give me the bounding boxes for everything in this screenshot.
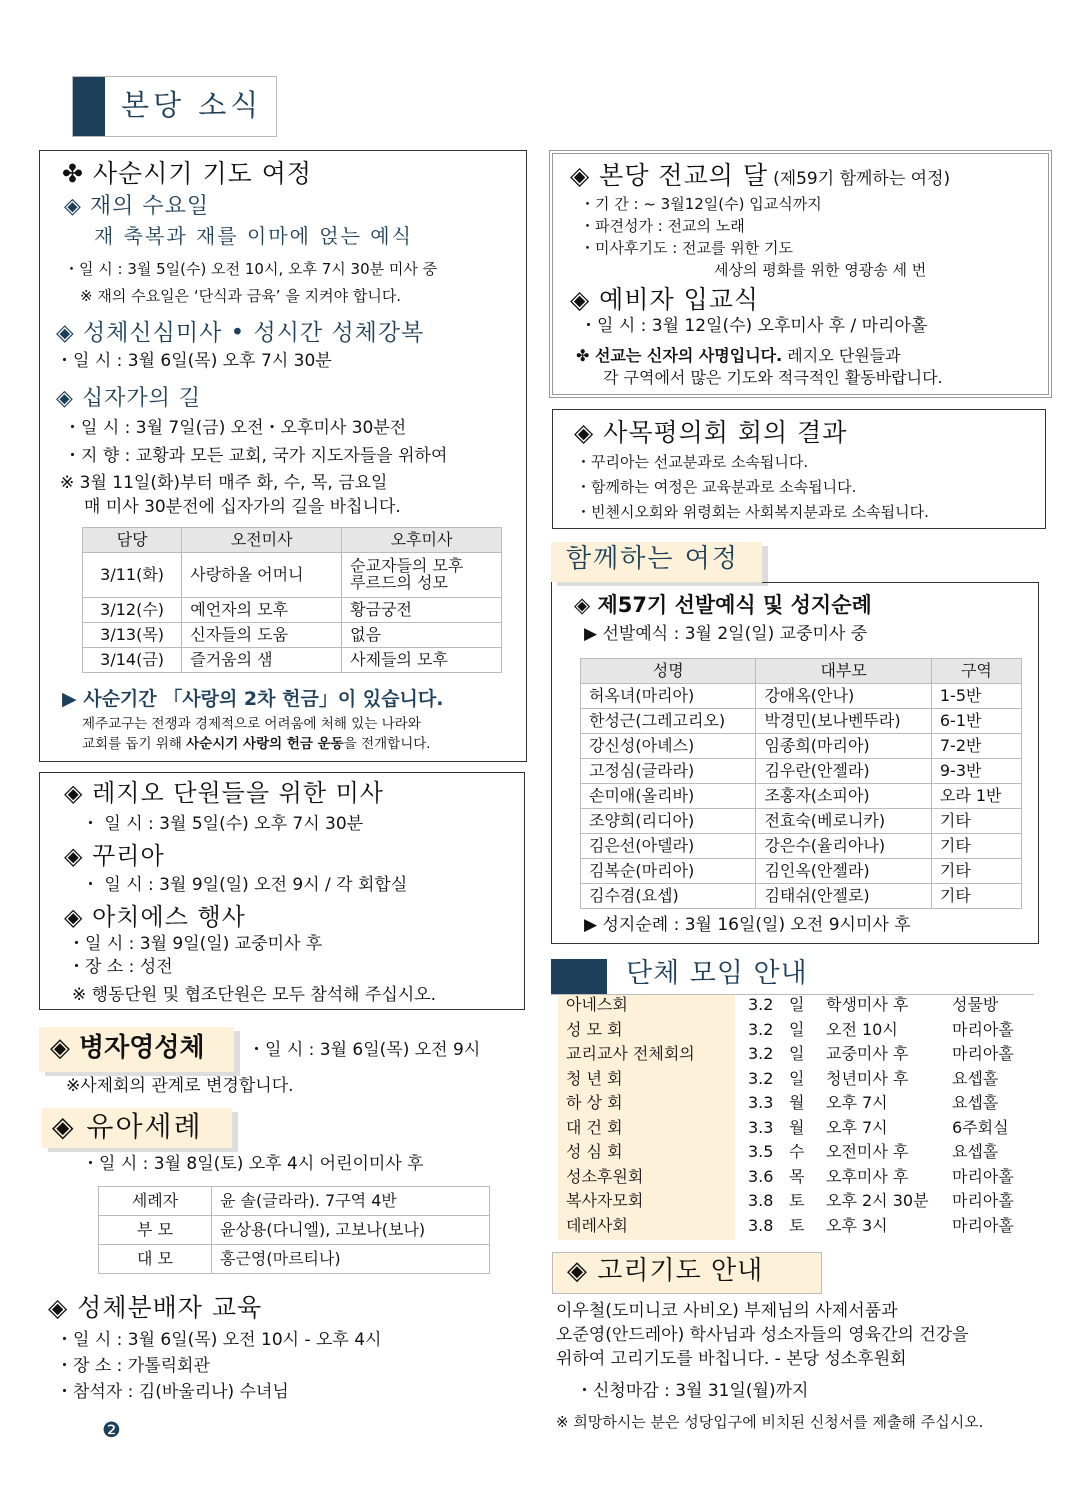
group-place: 요셉홀 — [952, 1093, 999, 1112]
mission-title-sub: (제59기 함께하는 여정) — [773, 169, 951, 189]
mission-prayer-2: 세상의 평화를 위한 영광송 세 번 — [714, 261, 927, 279]
table-cell: 전효숙(베로니카) — [756, 809, 931, 834]
table-cell: 사제들의 모후 — [342, 648, 502, 673]
group-name: 성 심 회 — [566, 1142, 623, 1161]
group-name: 아네스회 — [566, 995, 628, 1014]
table-row — [99, 1187, 490, 1216]
infant-time: ・일 시 : 3월 8일(토) 오후 4시 어린이미사 후 — [82, 1154, 424, 1174]
minister-place: ・장 소 : 가톨릭회관 — [56, 1356, 210, 1376]
table-header-cell: 구역 — [931, 659, 1021, 684]
mission-call — [576, 347, 901, 365]
group-place: 마리아홀 — [952, 1166, 1014, 1186]
table-cell: 강신성(아녜스) — [581, 734, 756, 759]
table-row — [581, 809, 1022, 834]
table-row — [99, 1216, 490, 1245]
group-date: 3.2 — [748, 1068, 774, 1088]
group-name: 대 건 회 — [566, 1117, 623, 1137]
group-date: 3.3 — [748, 1093, 774, 1112]
group-name: 하 상 회 — [566, 1093, 623, 1112]
offering-text-1: 제주교구는 전쟁과 경제적으로 어려움에 처해 있는 나라와 — [82, 716, 421, 732]
group-date: 3.2 — [748, 1019, 774, 1039]
group-name: 복사자모회 — [566, 1191, 644, 1210]
group-place: 성물방 — [952, 995, 999, 1014]
infant-title: ◈ 유아세례 — [52, 1110, 203, 1143]
groups-header-accent — [551, 959, 607, 994]
minister-time: ・일 시 : 3월 6일(목) 오전 10시 - 오후 4시 — [56, 1330, 382, 1350]
page-title: 본당 소식 — [121, 88, 263, 122]
table-cell: 오라 1반 — [931, 784, 1021, 809]
offering-text-2 — [82, 737, 431, 753]
table-cell: 세례자 — [99, 1187, 212, 1216]
table-cell: 김우란(안젤라) — [756, 759, 931, 784]
section-header — [72, 76, 277, 137]
offering-title: ▶ 사순기간 「사랑의 2차 헌금」이 있습니다. — [62, 688, 444, 710]
group-day: 일 — [789, 1019, 805, 1039]
sick-time: ・일 시 : 3월 6일(목) 오전 9시 — [248, 1040, 481, 1060]
ash-subtitle: 재 축복과 재를 이마에 얹는 예식 — [94, 224, 413, 248]
group-place: 마리아홀 — [952, 1215, 1014, 1235]
group-date: 3.8 — [748, 1215, 774, 1235]
council-item: ・빈첸시오회와 위령회는 사회복지분과로 소속됩니다. — [576, 503, 929, 521]
table-header-cell: 담당 — [83, 528, 182, 553]
offering-text-2c: 을 전개합니다. — [343, 736, 431, 752]
group-time: 오전미사 후 — [826, 1142, 909, 1161]
ash-time: ・일 시 : 3월 5일(수) 오전 10시, 오후 7시 30분 미사 중 — [64, 260, 438, 278]
table-cell: 기타 — [931, 859, 1021, 884]
gori-text-1: 이우철(도미니코 사비오) 부제님의 사제서품과 — [556, 1301, 898, 1321]
group-time: 오후 7시 — [826, 1093, 888, 1112]
journey-table — [580, 658, 1022, 909]
table-cell: 홍근영(마르티나) — [212, 1245, 490, 1274]
eucharist-title: ◈ 성체신심미사 • 성시간 성체강복 — [56, 320, 425, 346]
table-cell: 예언자의 모후 — [182, 598, 342, 623]
group-place: 마리아홀 — [952, 1191, 1014, 1210]
group-time: 교중미사 후 — [826, 1044, 909, 1063]
acies-time: ・일 시 : 3월 9일(일) 교중미사 후 — [68, 934, 323, 954]
mission-call-b: 레지오 단원들과 — [782, 346, 901, 365]
group-place: 요셉홀 — [952, 1068, 999, 1088]
ash-title: ◈ 재의 수요일 — [64, 194, 210, 219]
cross-intent: ・지 향 : 교황과 모든 교회, 국가 지도자들을 위하여 — [64, 446, 448, 466]
table-cell: 기타 — [931, 884, 1021, 909]
table-row — [581, 659, 1022, 684]
table-row — [581, 784, 1022, 809]
sick-title: ◈ 병자영성체 — [50, 1033, 205, 1063]
mission-call-c: 각 구역에서 많은 기도와 적극적인 활동바랍니다. — [603, 368, 943, 387]
table-cell: 고정심(글라라) — [581, 759, 756, 784]
group-day: 일 — [789, 1068, 805, 1088]
groups-header: 단체 모임 안내 — [626, 958, 808, 989]
legio-mass-title: ◈ 레지오 단원들을 위한 미사 — [64, 779, 384, 807]
council-item: ・꾸리아는 선교분과로 소속됩니다. — [576, 453, 809, 471]
table-cell: 박경민(보나벤뚜라) — [756, 709, 931, 734]
mission-song: ・파견성가 : 전교의 노래 — [580, 217, 745, 235]
minister-attendee: ・참석자 : 김(바울리나) 수녀님 — [56, 1382, 289, 1402]
table-cell: 조홍자(소피아) — [756, 784, 931, 809]
group-time: 학생미사 후 — [826, 995, 909, 1014]
cross-schedule-table — [82, 527, 502, 673]
journey-header: 함께하는 여정 — [566, 544, 739, 574]
table-cell: 강은수(율리아나) — [756, 834, 931, 859]
gori-note: ※ 희망하시는 분은 성당입구에 비치된 신청서를 제출해 주십시오. — [556, 1413, 984, 1431]
offering-text-2b: 사순시기 사랑의 헌금 운동 — [186, 736, 344, 752]
group-day: 토 — [789, 1191, 805, 1210]
table-cell: 김은선(아델라) — [581, 834, 756, 859]
gori-title: ◈ 고리기도 안내 — [567, 1256, 764, 1286]
group-place: 6주회실 — [952, 1117, 1009, 1137]
group-day: 월 — [789, 1093, 805, 1112]
table-cell: 1-5반 — [931, 684, 1021, 709]
table-cell: 임종희(마리아) — [756, 734, 931, 759]
table-cell: 황금궁전 — [342, 598, 502, 623]
group-time: 오후미사 후 — [826, 1166, 909, 1186]
council-item: ・함께하는 여정은 교육분과로 소속됩니다. — [576, 478, 857, 496]
table-cell: 6-1반 — [931, 709, 1021, 734]
mission-title-main: ◈ 본당 전교의 달 — [570, 161, 768, 190]
table-row — [581, 709, 1022, 734]
group-date: 3.2 — [748, 995, 774, 1014]
group-date: 3.5 — [748, 1142, 774, 1161]
table-cell: 사랑하올 어머니 — [182, 553, 342, 598]
catechumen-title: ◈ 예비자 입교식 — [570, 285, 760, 314]
table-row — [581, 734, 1022, 759]
page-number: ❷ — [102, 1418, 121, 1442]
offering-text-2a: 교회를 돕기 위해 — [82, 736, 187, 752]
minister-title: ◈ 성체분배자 교육 — [48, 1293, 263, 1322]
table-header-cell: 오전미사 — [182, 528, 342, 553]
table-cell: 윤 솔(글라라). 7구역 4반 — [212, 1187, 490, 1216]
group-day: 월 — [789, 1117, 805, 1137]
group-time: 오후 3시 — [826, 1215, 888, 1235]
table-row — [581, 834, 1022, 859]
table-cell: 허옥녀(마리아) — [581, 684, 756, 709]
table-cell: 9-3반 — [931, 759, 1021, 784]
table-cell: 김수겸(요셉) — [581, 884, 756, 909]
table-cell: 한성근(그레고리오) — [581, 709, 756, 734]
eucharist-time: ・일 시 : 3월 6일(목) 오후 7시 30분 — [56, 351, 332, 371]
group-name: 청 년 회 — [566, 1068, 623, 1088]
group-name: 성소후원회 — [566, 1166, 644, 1186]
acies-note: ※ 행동단원 및 협조단원은 모두 참석해 주십시오. — [72, 985, 437, 1005]
table-row — [581, 859, 1022, 884]
table-cell: 조양희(리디아) — [581, 809, 756, 834]
group-place: 요셉홀 — [952, 1142, 999, 1161]
header-accent-bar — [73, 77, 105, 136]
table-cell: 신자들의 도움 — [182, 623, 342, 648]
table-cell: 7-2반 — [931, 734, 1021, 759]
lent-title: ✤ 사순시기 기도 여정 — [62, 159, 312, 188]
table-cell: 손미애(올리바) — [581, 784, 756, 809]
table-row — [83, 623, 502, 648]
gori-text-2: 오준영(안드레아) 학사님과 성소자들의 영육간의 건강을 — [556, 1325, 969, 1345]
group-name: 성 모 회 — [566, 1019, 623, 1039]
sick-note: ※사제회의 관계로 변경합니다. — [66, 1076, 294, 1096]
group-date: 3.8 — [748, 1191, 774, 1210]
group-place: 마리아홀 — [952, 1019, 1014, 1039]
table-cell: 윤상용(다니엘), 고보나(보나) — [212, 1216, 490, 1245]
cross-time: ・일 시 : 3월 7일(금) 오전・오후미사 30분전 — [64, 418, 407, 438]
group-time: 오후 2시 30분 — [826, 1191, 929, 1210]
table-cell: 즐거움의 샘 — [182, 648, 342, 673]
table-cell: 기타 — [931, 834, 1021, 859]
table-cell: 대 모 — [99, 1245, 212, 1274]
council-title: ◈ 사목평의회 회의 결과 — [574, 418, 848, 447]
table-cell: 기타 — [931, 809, 1021, 834]
mission-title — [570, 162, 950, 191]
legio-mass-time: ・ 일 시 : 3월 5일(수) 오후 7시 30분 — [82, 814, 364, 834]
journey-pilgrimage: ▶ 성지순례 : 3월 16일(일) 오전 9시미사 후 — [584, 915, 911, 935]
table-cell: 순교자들의 모후 루르드의 성모 — [342, 553, 502, 598]
group-day: 목 — [789, 1166, 805, 1186]
group-time: 오전 10시 — [826, 1019, 898, 1039]
group-place: 마리아홀 — [952, 1044, 1014, 1063]
table-cell: 김태쉬(안젤로) — [756, 884, 931, 909]
mission-call-a: ✤ 선교는 신자의 사명입니다. — [576, 346, 783, 365]
group-name: 데레사회 — [566, 1215, 628, 1235]
table-cell: 김인옥(안젤라) — [756, 859, 931, 884]
group-day: 일 — [789, 995, 805, 1014]
table-row — [99, 1245, 490, 1274]
curia-title: ◈ 꾸리아 — [64, 842, 165, 870]
journey-selection: ▶ 선발예식 : 3월 2일(일) 교중미사 중 — [584, 624, 868, 644]
catechumen-time: ・일 시 : 3월 12일(수) 오후미사 후 / 마리아홀 — [580, 316, 928, 336]
journey-box-top-line — [762, 582, 1039, 583]
table-cell: 없음 — [342, 623, 502, 648]
group-name: 교리교사 전체회의 — [566, 1044, 695, 1063]
cross-title: ◈ 십자가의 길 — [56, 386, 202, 411]
table-row — [83, 528, 502, 553]
table-cell: 3/14(금) — [83, 648, 182, 673]
gori-deadline: ・신청마감 : 3월 31일(월)까지 — [576, 1381, 809, 1401]
table-row — [83, 648, 502, 673]
table-row — [581, 884, 1022, 909]
table-header-cell: 오후미사 — [342, 528, 502, 553]
group-day: 일 — [789, 1044, 805, 1063]
table-cell: 부 모 — [99, 1216, 212, 1245]
group-date: 3.6 — [748, 1166, 774, 1186]
group-time: 오후 7시 — [826, 1117, 888, 1137]
group-day: 토 — [789, 1215, 805, 1235]
table-cell: 강애옥(안나) — [756, 684, 931, 709]
table-row — [83, 553, 502, 598]
mission-prayer-1: ・미사후기도 : 전교를 위한 기도 — [580, 239, 794, 257]
table-cell: 3/12(수) — [83, 598, 182, 623]
acies-title: ◈ 아치에스 행사 — [64, 903, 246, 931]
curia-time: ・ 일 시 : 3월 9일(일) 오전 9시 / 각 회합실 — [82, 875, 408, 895]
group-date: 3.3 — [748, 1117, 774, 1137]
cross-note-1: ※ 3월 11일(화)부터 매주 화, 수, 목, 금요일 — [60, 473, 388, 493]
table-cell: 3/13(목) — [83, 623, 182, 648]
table-row — [83, 598, 502, 623]
table-header-cell: 대부모 — [756, 659, 931, 684]
ash-note: ※ 재의 수요일은 ‘단식과 금육’ 을 지켜야 합니다. — [80, 287, 402, 305]
table-row — [581, 684, 1022, 709]
table-header-cell: 성명 — [581, 659, 756, 684]
infant-table — [98, 1186, 490, 1274]
group-day: 수 — [789, 1142, 805, 1161]
journey-title: ◈ 제57기 선발예식 및 성지순례 — [574, 593, 872, 617]
group-date: 3.2 — [748, 1044, 774, 1063]
table-cell: 3/11(화) — [83, 553, 182, 598]
acies-place: ・장 소 : 성전 — [68, 957, 173, 977]
gori-text-3: 위하여 고리기도를 바칩니다. - 본당 성소후원회 — [556, 1349, 907, 1369]
mission-period: ・기 간 : ~ 3월12일(수) 입교식까지 — [580, 195, 822, 213]
cross-note-2: 매 미사 30분전에 십자가의 길을 바칩니다. — [84, 497, 401, 517]
table-row — [581, 759, 1022, 784]
group-time: 청년미사 후 — [826, 1068, 909, 1088]
table-cell: 김복순(마리아) — [581, 859, 756, 884]
